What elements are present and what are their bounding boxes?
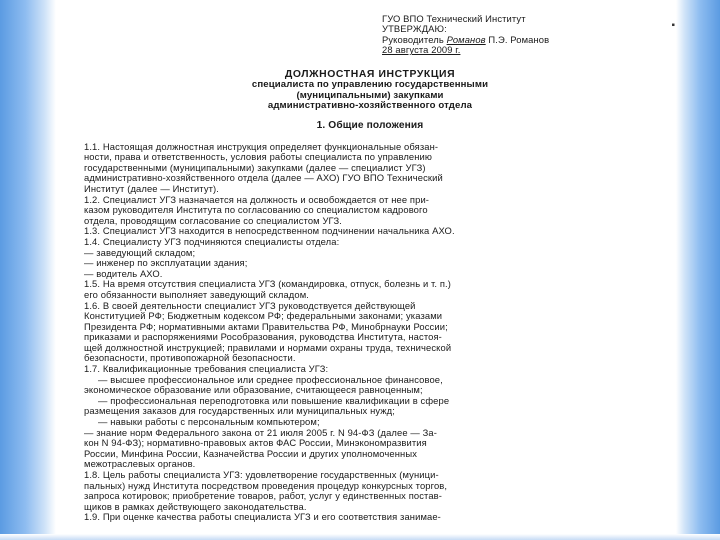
body-line: его обязанности выполняет заведующий складом. [84,289,310,300]
body-line: 1.6. В своей деятельности специалист УГЗ руководствуется действующей [84,300,416,311]
body-line: безопасности, противопожарной безопасности. [84,353,296,364]
body-line: — инженер по эксплуатации здания; [84,258,248,269]
body-text [84,142,656,523]
title-line-4: административно-хозяйственного отдела [267,100,473,112]
body-line: административно-хозяйственного отдела (далее — АХО) ГУО ВПО Технический [84,173,443,184]
body-line: 1.4. Специалисту УГЗ подчиняются специалисты отдела: [84,236,340,247]
section-heading: 1. Общие положения [316,120,424,131]
approval-date: 28 августа 2009 г. [382,44,461,56]
body-line: 1.8. Цель работы специалиста УГЗ: удовлетворение государственных (муници- [84,470,439,480]
body-line: Президента РФ; нормативными актами Правительства РФ, Минобрнауки России; [84,321,448,332]
body-line: 1.3. Специалист УГЗ находится в непосредственном подчинении начальника АХО. [84,226,455,237]
scanned-document [84,4,656,532]
approval-label: УТВЕРЖДАЮ: [382,23,447,35]
director-name: П.Э. Романов [488,33,550,45]
right-gradient-bar [676,0,720,540]
left-gradient-bar [0,0,56,540]
body-line: экономическое образование или образование, считающееся равноценным; [84,385,423,396]
body-line: — заведующий складом; [84,247,196,258]
corner-mark: ▪ [671,20,675,31]
body-line: отдела, проводящим согласование со специалистом УГЗ. [84,215,343,226]
body-line: 1.5. На время отсутствия специалиста УГЗ (командировка, отпуск, болезнь и т. п.) [84,279,452,290]
body-line: щей должностной инструкцией; правилами и нормами охраны труда, технической [84,342,452,353]
body-line: ности, права и ответственность, условия работы специалиста по управлению [84,152,433,163]
body-line: размещения заказов для государственных или муниципальных нужд; [84,406,396,417]
title-line-3: (муниципальными) закупками [296,89,444,101]
body-line: — знание норм Федерального закона от 21 июля 2005 г. N 94-ФЗ (далее — За- [84,427,437,438]
body-line: казом руководителя Института по согласованию со специалистом кадрового [84,205,428,216]
body-line: 1.9. При оценке качества работы специалиста УГЗ и его соответствия занимае- [84,512,441,523]
body-line: 1.2. Специалист УГЗ назначается на должность и освобождается от нее при- [84,194,430,205]
body-line: — профессиональная переподготовка или повышение квалификации в сфере [98,395,450,406]
title-line-2: специалиста по управлению государственными [251,79,489,91]
body-line: 1.7. Квалификационные требования специалиста УГЗ: [84,364,329,375]
title-main: ДОЛЖНОСТНАЯ ИНСТРУКЦИЯ [284,68,456,80]
body-line: кон N 94-ФЗ); нормативно-правовых актов ФАС России, Минэкономразвития [84,438,427,449]
director-signature: Романов [446,33,486,45]
body-line: пальных) нужд Института посредством проведения процедур конкурсных торгов, [84,480,448,491]
body-line: — навыки работы с персональным компьютером; [98,417,320,428]
body-line: — высшее профессиональное или среднее профессиональное финансовое, [98,374,443,385]
body-line: 1.1. Настоящая должностная инструкция определяет функциональные обязан- [84,141,439,152]
director-title: Руководитель [382,33,444,45]
bottom-gradient-line [0,534,720,540]
document-title [84,70,656,112]
institute-name: ГУО ВПО Технический Институт [382,13,526,24]
body-line: Конституцией РФ; Бюджетным кодексом РФ; федеральными законами; указами [84,311,443,322]
body-line: приказами и распоряжениями Рособразования, руководства Института, настоя- [84,332,442,343]
body-line: — водитель АХО. [84,268,163,279]
body-line: государственными (муниципальными) закупками (далее — специалист УГЗ) [84,162,426,173]
body-line: Институт (далее — Институт). [84,183,220,194]
body-line: запроса котировок; приобретение товаров, работ, услуг у единственных постав- [84,491,443,502]
body-line: щиков в рамках действующего законодательства. [84,501,307,512]
approval-block [382,14,656,56]
body-line: межотраслевых органов. [84,459,196,470]
body-line: России, Минфина России, Казначейства России и других уполномоченных [84,448,418,459]
